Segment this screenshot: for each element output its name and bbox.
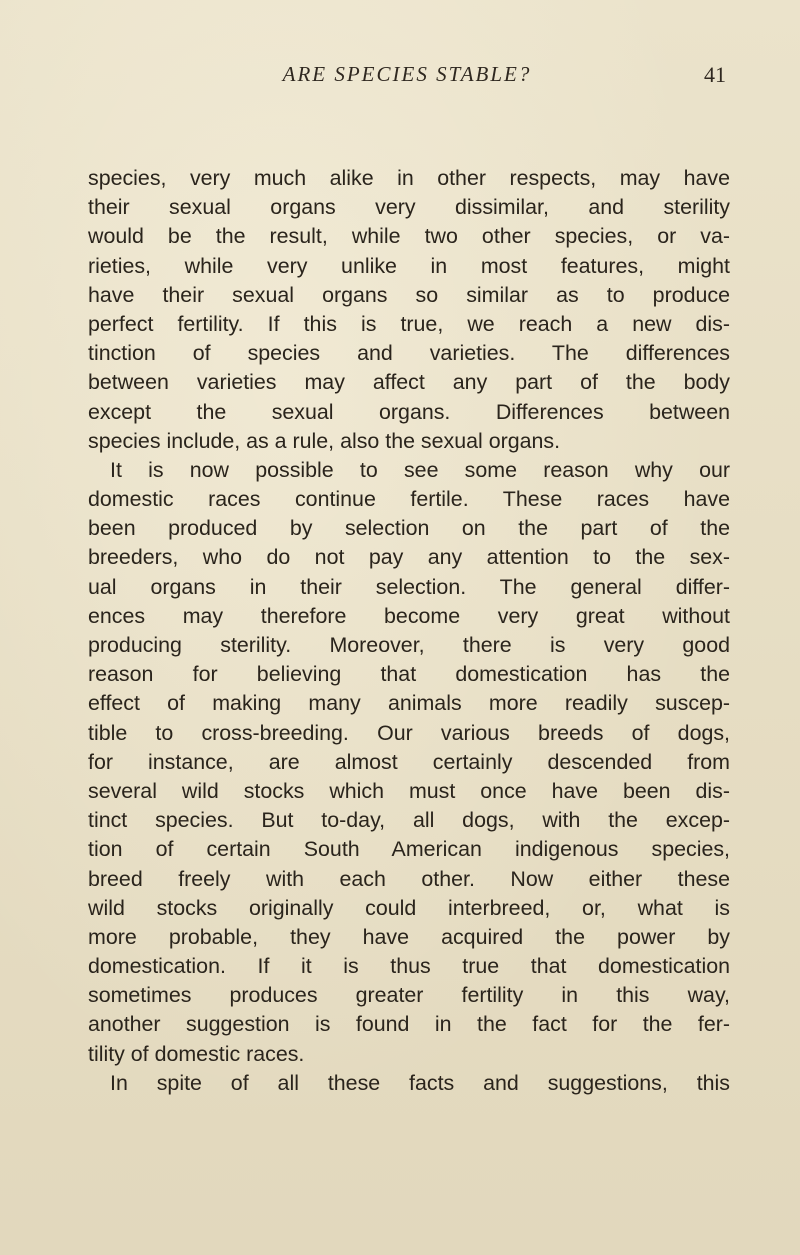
text-line: another suggestion is found in the fact for the fer- xyxy=(88,1012,730,1037)
text-line: ences may therefore become very great without xyxy=(88,603,730,628)
text-line: their sexual organs very dissimilar, and sterility xyxy=(88,195,730,220)
text-line: effect of making many animals more readily suscep- xyxy=(88,691,730,716)
text-line: tible to cross-breeding. Our various breeds of dogs, xyxy=(88,720,730,745)
running-head: ARE SPECIES STABLE? xyxy=(282,62,532,86)
text-line: more probable, they have acquired the power by xyxy=(88,924,730,949)
page-number: 41 xyxy=(704,62,726,87)
text-line: breed freely with each other. Now either these xyxy=(88,866,730,891)
text-line: species include, as a rule, also the sexual organs. xyxy=(88,428,561,453)
text-line: tion of certain South American indigenous species, xyxy=(88,837,730,862)
text-line: sometimes produces greater fertility in this way, xyxy=(88,983,730,1008)
text-line: except the sexual organs. Differences between xyxy=(88,399,730,424)
text-line: domestic races continue fertile. These races have xyxy=(88,487,730,512)
text-line: wild stocks originally could interbreed, or, what is xyxy=(88,895,730,920)
text-line: reason for believing that domestication has the xyxy=(88,662,730,687)
text-line: tinct species. But to-day, all dogs, with the excep- xyxy=(88,808,730,833)
text-line: for instance, are almost certainly descended from xyxy=(88,749,730,774)
paragraph-start-line: It is now possible to see some reason why our xyxy=(110,457,730,482)
text-line: would be the result, while two other species, or va- xyxy=(88,224,730,249)
text-line: rieties, while very unlike in most features, might xyxy=(88,253,730,278)
text-line: have their sexual organs so similar as to produce xyxy=(88,282,730,307)
text-line: producing sterility. Moreover, there is very good xyxy=(88,633,730,657)
text-line: between varieties may affect any part of the body xyxy=(88,370,730,395)
text-line: several wild stocks which must once have been dis- xyxy=(88,778,730,803)
text-line: domestication. If it is thus true that domestication xyxy=(88,954,730,979)
text-line: breeders, who do not pay any attention to the sex- xyxy=(88,545,730,570)
body-text xyxy=(88,164,730,1098)
page-header xyxy=(88,62,726,96)
text-line: been produced by selection on the part of the xyxy=(88,516,730,541)
text-line: species, very much alike in other respects, may have xyxy=(88,166,730,190)
text-line: tility of domestic races. xyxy=(88,1041,305,1066)
text-line: tinction of species and varieties. The differences xyxy=(88,341,730,366)
text-line: ual organs in their selection. The general differ- xyxy=(88,574,730,599)
paragraph-start-line: In spite of all these facts and suggestions, this xyxy=(110,1070,730,1095)
text-line: perfect fertility. If this is true, we reach a new dis- xyxy=(88,311,730,336)
